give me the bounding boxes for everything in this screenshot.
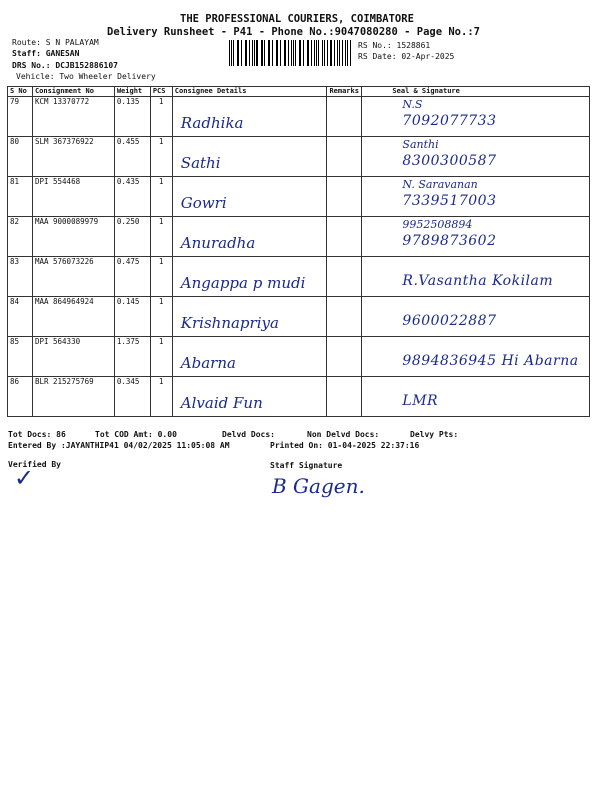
tot-cod: Tot COD Amt: 0.00 xyxy=(95,430,177,439)
weight-cell xyxy=(114,257,150,297)
barcode-bar xyxy=(314,40,315,66)
barcode-bar xyxy=(264,40,265,66)
consignment-cell-text: SLM 367376922 xyxy=(34,137,94,146)
seal-handwriting: 7339517003 xyxy=(402,193,497,209)
weight-cell xyxy=(114,97,150,137)
sno-cell xyxy=(8,177,33,217)
verified-check-mark: ✓ xyxy=(14,464,35,492)
col-header-remarks: Remarks xyxy=(327,87,362,97)
seal-cell xyxy=(362,177,590,217)
weight-cell xyxy=(114,337,150,377)
seal-handwriting-top: N.S xyxy=(402,98,423,111)
sno-cell xyxy=(8,137,33,177)
remarks-cell xyxy=(327,217,362,257)
sno-cell xyxy=(8,217,33,257)
runsheet-table xyxy=(7,86,590,417)
company-title: THE PROFESSIONAL COURIERS, COIMBATORE xyxy=(180,13,414,25)
seal-handwriting-top: Santhi xyxy=(402,138,439,151)
seal-handwriting: R.Vasantha Kokilam xyxy=(402,273,554,289)
consignment-cell-text: BLR 215275769 xyxy=(34,377,94,386)
seal-cell xyxy=(362,377,590,417)
barcode-bar xyxy=(339,40,340,66)
barcode-bar xyxy=(237,40,238,66)
consignee-cell xyxy=(172,137,327,177)
consignment-cell xyxy=(32,97,114,137)
consignment-cell-text: DPI 554468 xyxy=(34,177,81,186)
table-header-row xyxy=(8,87,590,97)
pcs-cell-text: 1 xyxy=(158,177,164,186)
weight-cell xyxy=(114,217,150,257)
barcode-bar xyxy=(293,40,294,66)
seal-cell xyxy=(362,137,590,177)
consignment-cell-text: DPI 564330 xyxy=(34,337,81,346)
seal-handwriting: 9600022887 xyxy=(402,313,497,329)
consignee-handwriting: Krishnapriya xyxy=(180,314,279,332)
weight-cell xyxy=(114,297,150,337)
weight-cell-text: 0.475 xyxy=(116,257,140,266)
barcode-bar xyxy=(277,40,278,66)
table-row xyxy=(8,377,590,417)
sno-cell-text: 80 xyxy=(10,137,20,146)
weight-cell xyxy=(114,177,150,217)
weight-cell-text: 0.145 xyxy=(116,297,140,306)
pcs-cell-text: 1 xyxy=(158,217,164,226)
vehicle-label: Vehicle: Two Wheeler Delivery xyxy=(16,72,156,81)
consignee-handwriting: Gowri xyxy=(180,194,227,212)
barcode-bar xyxy=(324,40,325,66)
remarks-cell xyxy=(327,137,362,177)
consignee-handwriting: Radhika xyxy=(180,114,244,132)
table-row xyxy=(8,177,590,217)
barcode-bar xyxy=(272,40,273,66)
col-header-consignment: Consignment No xyxy=(32,87,114,97)
seal-cell xyxy=(362,337,590,377)
runsheet-subtitle: Delivery Runsheet - P41 - Phone No.:9047080280 - Page No.:7 xyxy=(107,26,480,38)
delvd-docs: Delvd Docs: xyxy=(222,430,275,439)
remarks-cell xyxy=(327,177,362,217)
consignment-cell xyxy=(32,297,114,337)
pcs-cell-text: 1 xyxy=(158,297,164,306)
seal-handwriting: 7092077733 xyxy=(402,113,497,129)
sno-cell-text: 81 xyxy=(10,177,20,186)
non-delvd-docs: Non Delvd Docs: xyxy=(307,430,380,439)
sno-cell xyxy=(8,377,33,417)
sno-cell-text: 84 xyxy=(10,297,20,306)
consignment-cell-text: MAA 9000089979 xyxy=(34,217,99,226)
consignee-cell xyxy=(172,177,327,217)
barcode-bar xyxy=(238,40,239,66)
weight-cell-text: 0.455 xyxy=(116,137,140,146)
remarks-cell xyxy=(327,257,362,297)
weight-cell xyxy=(114,377,150,417)
pcs-cell-text: 1 xyxy=(158,137,164,146)
consignee-handwriting: Alvaid Fun xyxy=(180,394,263,412)
weight-cell-text: 0.345 xyxy=(116,377,140,386)
consignee-cell xyxy=(172,97,327,137)
entered-by: Entered By :JAYANTHIP41 04/02/2025 11:05:08 AM xyxy=(8,441,230,450)
sno-cell xyxy=(8,337,33,377)
pcs-cell xyxy=(150,257,172,297)
sno-cell-text: 79 xyxy=(10,97,20,106)
barcode-bar xyxy=(291,40,292,66)
barcode-bar xyxy=(322,40,323,66)
remarks-cell xyxy=(327,337,362,377)
table-row xyxy=(8,337,590,377)
col-header-pcs: PCS xyxy=(150,87,172,97)
barcode-bar xyxy=(347,40,348,66)
seal-handwriting: 9894836945 Hi Abarna xyxy=(402,353,579,369)
seal-handwriting: 8300300587 xyxy=(402,153,497,169)
pcs-cell-text: 1 xyxy=(158,377,164,386)
route-label: Route: S N PALAYAM xyxy=(12,38,99,47)
weight-cell-text: 1.375 xyxy=(116,337,140,346)
rs-date: RS Date: 02-Apr-2025 xyxy=(358,52,455,61)
staff-signature-label: Staff Signature xyxy=(270,461,343,470)
consignment-cell xyxy=(32,217,114,257)
barcode-bar xyxy=(342,40,343,66)
consignee-handwriting: Abarna xyxy=(180,354,236,372)
pcs-cell-text: 1 xyxy=(158,257,164,266)
consignee-handwriting: Sathi xyxy=(180,154,221,172)
barcode-bar xyxy=(280,40,281,66)
consignee-cell xyxy=(172,257,327,297)
barcode-bar xyxy=(300,40,301,66)
seal-handwriting: 9789873602 xyxy=(402,233,497,249)
col-header-weight: Weight xyxy=(114,87,150,97)
weight-cell-text: 0.435 xyxy=(116,177,140,186)
seal-cell xyxy=(362,297,590,337)
consignment-cell-text: KCM 13370772 xyxy=(34,97,90,106)
printed-on: Printed On: 01-04-2025 22:37:16 xyxy=(270,441,420,450)
pcs-cell xyxy=(150,297,172,337)
sno-cell xyxy=(8,97,33,137)
consignment-cell xyxy=(32,177,114,217)
pcs-cell xyxy=(150,337,172,377)
barcode-image xyxy=(229,40,353,66)
sno-cell-text: 82 xyxy=(10,217,20,226)
barcode-bar xyxy=(252,40,253,66)
seal-cell xyxy=(362,217,590,257)
weight-cell xyxy=(114,137,150,177)
table-row xyxy=(8,257,590,297)
pcs-cell-text: 1 xyxy=(158,337,164,346)
col-header-sno: S No xyxy=(8,87,33,97)
consignee-handwriting: Angappa p mudi xyxy=(180,274,306,292)
barcode-bar xyxy=(229,40,230,66)
verified-by-label: Verified By xyxy=(8,460,61,469)
seal-handwriting-top: N. Saravanan xyxy=(402,178,478,191)
col-header-consignee: Consignee Details xyxy=(172,87,327,97)
pcs-cell xyxy=(150,137,172,177)
consignment-cell xyxy=(32,377,114,417)
sno-cell-text: 86 xyxy=(10,377,20,386)
pcs-cell xyxy=(150,377,172,417)
seal-cell xyxy=(362,97,590,137)
weight-cell-text: 0.250 xyxy=(116,217,140,226)
remarks-cell xyxy=(327,97,362,137)
consignment-cell xyxy=(32,137,114,177)
consignee-cell xyxy=(172,377,327,417)
pcs-cell xyxy=(150,177,172,217)
staff-signature: B Gagen. xyxy=(272,474,365,498)
weight-cell-text: 0.135 xyxy=(116,97,140,106)
rs-number: RS No.: 1528861 xyxy=(358,41,431,50)
consignment-cell xyxy=(32,337,114,377)
barcode-bar xyxy=(256,40,257,66)
table-row xyxy=(8,297,590,337)
consignee-cell xyxy=(172,297,327,337)
consignment-cell xyxy=(32,257,114,297)
remarks-cell xyxy=(327,377,362,417)
table-row xyxy=(8,137,590,177)
table-row xyxy=(8,97,590,137)
remarks-cell xyxy=(327,297,362,337)
consignment-cell-text: MAA 576073226 xyxy=(34,257,94,266)
seal-handwriting: LMR xyxy=(402,393,439,409)
drs-label: DRS No.: DCJB152886107 xyxy=(12,61,118,70)
table-row xyxy=(8,217,590,257)
tot-docs: Tot Docs: 86 xyxy=(8,430,66,439)
consignee-cell xyxy=(172,217,327,257)
consignee-cell xyxy=(172,337,327,377)
barcode-bar xyxy=(249,40,250,66)
sno-cell xyxy=(8,297,33,337)
staff-label: Staff: GANESAN xyxy=(12,49,80,58)
seal-handwriting-top: 9952508894 xyxy=(402,218,473,231)
consignee-handwriting: Anuradha xyxy=(180,234,256,252)
barcode-bar xyxy=(331,40,332,66)
pcs-cell-text: 1 xyxy=(158,97,164,106)
sno-cell-text: 83 xyxy=(10,257,20,266)
delvy-pts: Delvy Pts: xyxy=(410,430,459,439)
barcode-bar xyxy=(307,40,308,66)
seal-cell xyxy=(362,257,590,297)
sno-cell xyxy=(8,257,33,297)
consignment-cell-text: MAA 864964924 xyxy=(34,297,94,306)
sno-cell-text: 85 xyxy=(10,337,20,346)
pcs-cell xyxy=(150,97,172,137)
col-header-seal: Seal & Signature xyxy=(362,87,590,97)
pcs-cell xyxy=(150,217,172,257)
